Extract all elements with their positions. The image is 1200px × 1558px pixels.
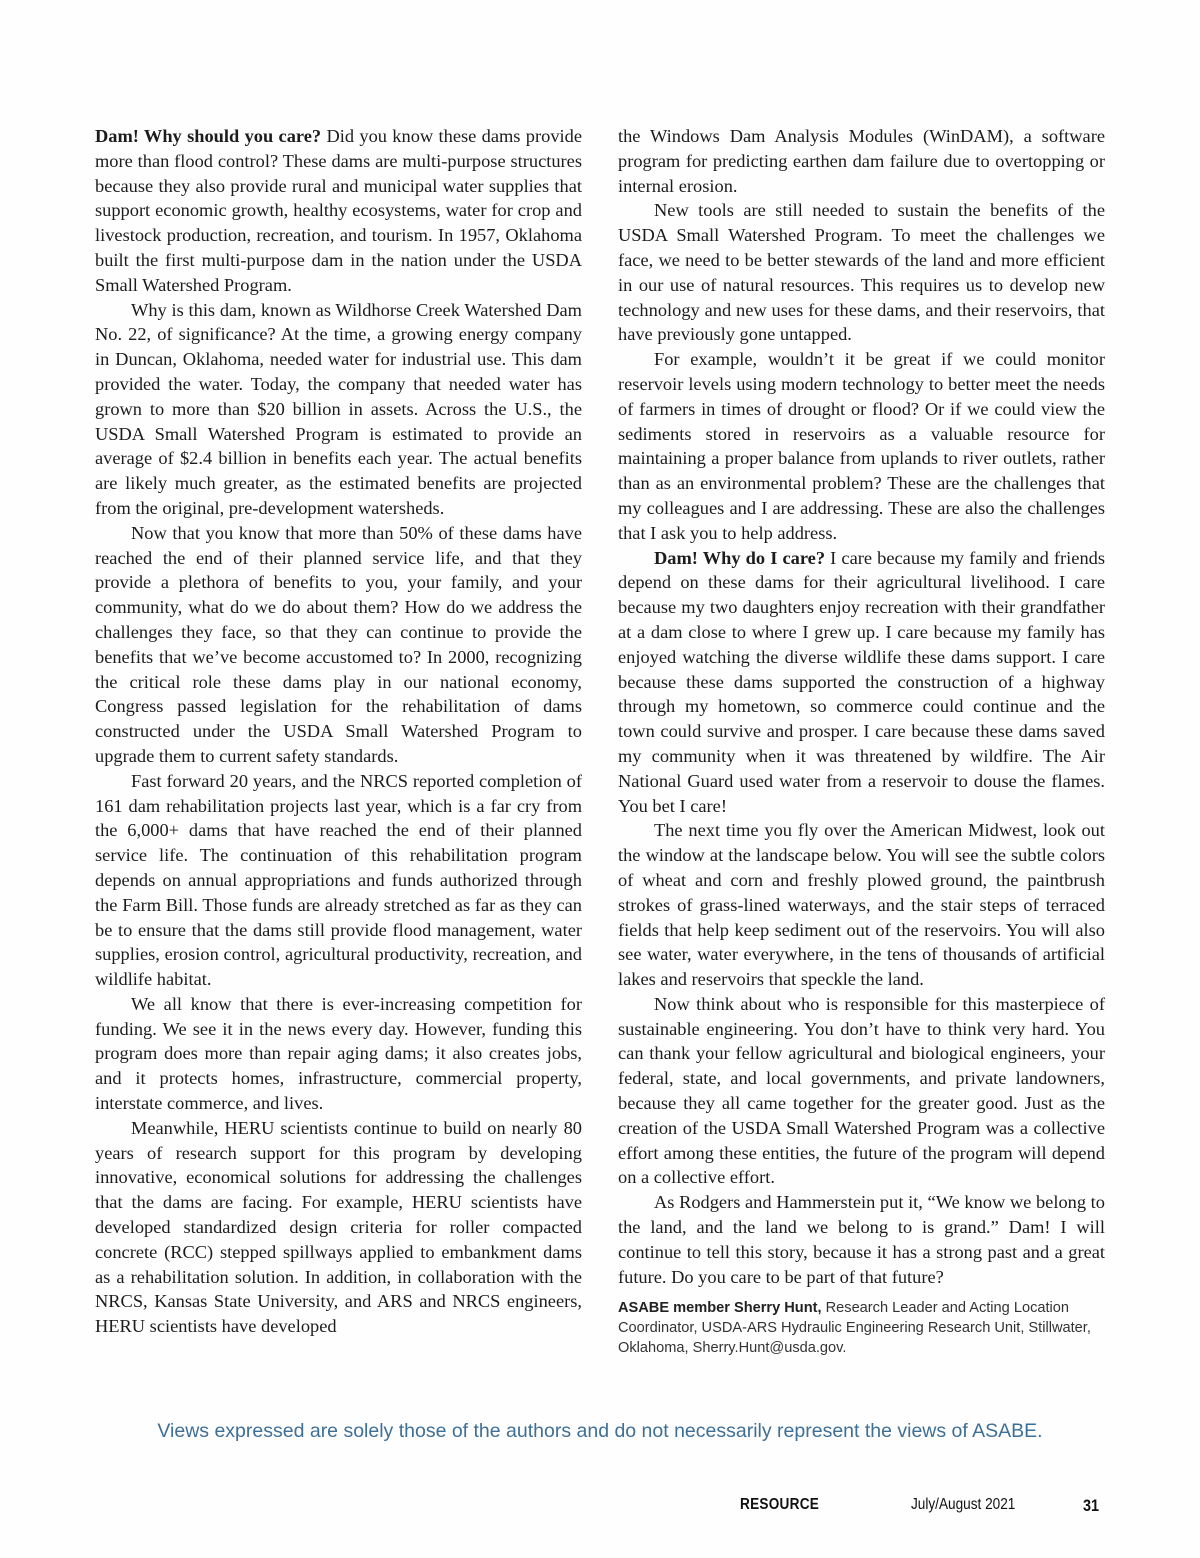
article-column-left bbox=[95, 124, 582, 1339]
paragraph: the Windows Dam Analysis Modules (WinDAM), a software program for predicting earthen dam failure due to overtopping or internal erosion. bbox=[618, 126, 1105, 196]
paragraph: The next time you fly over the American Midwest, look out the window at the landscape below. You will see the subtle colors of wheat and corn and freshly plowed ground, the paintbrush strokes of grass-lined waterways, and the stair steps of terraced fields that help keep sediment out of the reservoirs. You will also see water, water everywhere, in the tens of thousands of artificial lakes and reservoirs that speckle the land. bbox=[618, 820, 1105, 990]
section-lead: Dam! Why should you care? bbox=[95, 126, 322, 146]
paragraph bbox=[618, 546, 1105, 819]
paragraph: For example, wouldn’t it be great if we could monitor reservoir levels using modern technology to better meet the needs of farmers in times of drought or flood? Or if we could view the sediments stored in reservoirs as a valuable resource for maintaining a proper balance from uplands to river outlets, rather than as an environmental problem? These are the challenges that my colleagues and I are addressing. These are also the challenges that I ask you to help address. bbox=[618, 349, 1105, 543]
author-name: ASABE member Sherry Hunt, bbox=[618, 1300, 822, 1317]
page-number: 31 bbox=[1083, 1496, 1100, 1515]
disclaimer-text: Views expressed are solely those of the authors and do not necessarily represent the views of ASABE. bbox=[157, 1420, 1043, 1442]
article-column-right bbox=[618, 124, 1105, 1358]
paragraph: New tools are still needed to sustain the benefits of the USDA Small Watershed Program. To meet the challenges we face, we need to be better stewards of the land and more efficient in our use of natural resources. This requires us to develop new technology and new uses for these dams, and their reservoirs, that have previously gone untapped. bbox=[618, 200, 1105, 345]
page-footer bbox=[0, 1496, 1200, 1520]
issue-date: July/August 2021 bbox=[911, 1496, 1016, 1513]
paragraph: Meanwhile, HERU scientists continue to build on nearly 80 years of research support for this program by developing innovative, economical solutions for addressing the challenges that the dams are facing. For example, HERU scientists have developed standardized design criteria for roller compacted concrete (RCC) stepped spillways applied to embankment dams as a rehabilitation solution. In addition, in collaboration with the NRCS, Kansas State University, and ARS and NRCS engineers, HERU scientists have developed bbox=[95, 1117, 582, 1337]
author-byline bbox=[618, 1298, 1105, 1358]
paragraph: We all know that there is ever-increasing competition for funding. We see it in the news every day. However, funding this program does more than repair aging dams; it also creates jobs, and it protects homes, infrastructure, commercial property, interstate commerce, and lives. bbox=[95, 993, 582, 1114]
paragraph: As Rodgers and Hammerstein put it, “We know we belong to the land, and the land we belong to is grand.” Dam! I will continue to tell this story, because it has a strong past and a great future. Do you care to be part of that future? bbox=[618, 1192, 1105, 1287]
paragraph: Now that you know that more than 50% of these dams have reached the end of their planned service life, and that they provide a plethora of benefits to you, your family, and your community, what do we do about them? How do we address the challenges they face, so that they can continue to provide the benefits that we’ve become accustomed to? In 2000, recognizing the critical role these dams play in our national economy, Congress passed legislation for the rehabilitation of dams constructed under the USDA Small Watershed Program to upgrade them to current safety standards. bbox=[95, 522, 582, 766]
paragraph: Now think about who is responsible for this masterpiece of sustainable engineering. You don’t have to think very hard. You can thank your fellow agricultural and biological engineers, your federal, state, and local governments, and private landowners, because they all came together for the greater good. Just as the creation of the USDA Small Watershed Program was a collective effort among these entities, the future of the program will depend on a collective effort. bbox=[618, 993, 1105, 1188]
paragraph: Fast forward 20 years, and the NRCS reported completion of 161 dam rehabilitation projects last year, which is a far cry from the 6,000+ dams that have reached the end of their planned service life. The continuation of this rehabilitation program depends on annual appropriations and funds authorized through the Farm Bill. Those funds are already stretched as far as they can be to ensure that the dams still provide flood management, water supplies, erosion control, agricultural productivity, recreation, and wildlife habitat. bbox=[95, 770, 582, 990]
paragraph-text: Did you know these dams provide more than flood control? These dams are multi-purpose structures because they also provide rural and municipal water supplies that support economic growth, healthy ecosystems, water for crop and livestock production, recreation, and tourism. In 1957, Oklahoma built the first multi-purpose dam in the nation under the USDA Small Watershed Program. bbox=[95, 126, 582, 295]
paragraph bbox=[95, 124, 582, 298]
magazine-name: RESOURCE bbox=[740, 1496, 820, 1513]
author-details: Research Leader and Acting Location Coordinator, USDA-ARS Hydraulic Engineering Research Unit, Stillwater, Oklahoma, Sherry.Hunt@usda.gov. bbox=[618, 1300, 1091, 1357]
paragraph: Why is this dam, known as Wildhorse Creek Watershed Dam No. 22, of significance? At the time, a growing energy company in Duncan, Oklahoma, needed water for industrial use. This dam provided the water. Today, the company that needed water has grown to more than $20 billion in assets. Across the U.S., the USDA Small Watershed Program is estimated to provide an average of $2.4 billion in benefits each year. The actual benefits are likely much greater, as the estimated benefits are projected from the original, pre-development watersheds. bbox=[95, 299, 582, 518]
paragraph-text: I care because my family and friends depend on these dams for their agricultural livelihood. I care because my two daughters enjoy recreation with their grandfather at a dam close to where I grew up. I care because my family has enjoyed watching the diverse wildlife these dams support. I care because these dams supported the construction of a highway through my hometown, so commerce could continue and the town could survive and prosper. I care because these dams saved my community when it was threatened by wildfire. The Air National Guard used water from a reservoir to douse the flames. You bet I care! bbox=[618, 547, 1106, 816]
section-lead: Dam! Why do I care? bbox=[654, 547, 826, 568]
